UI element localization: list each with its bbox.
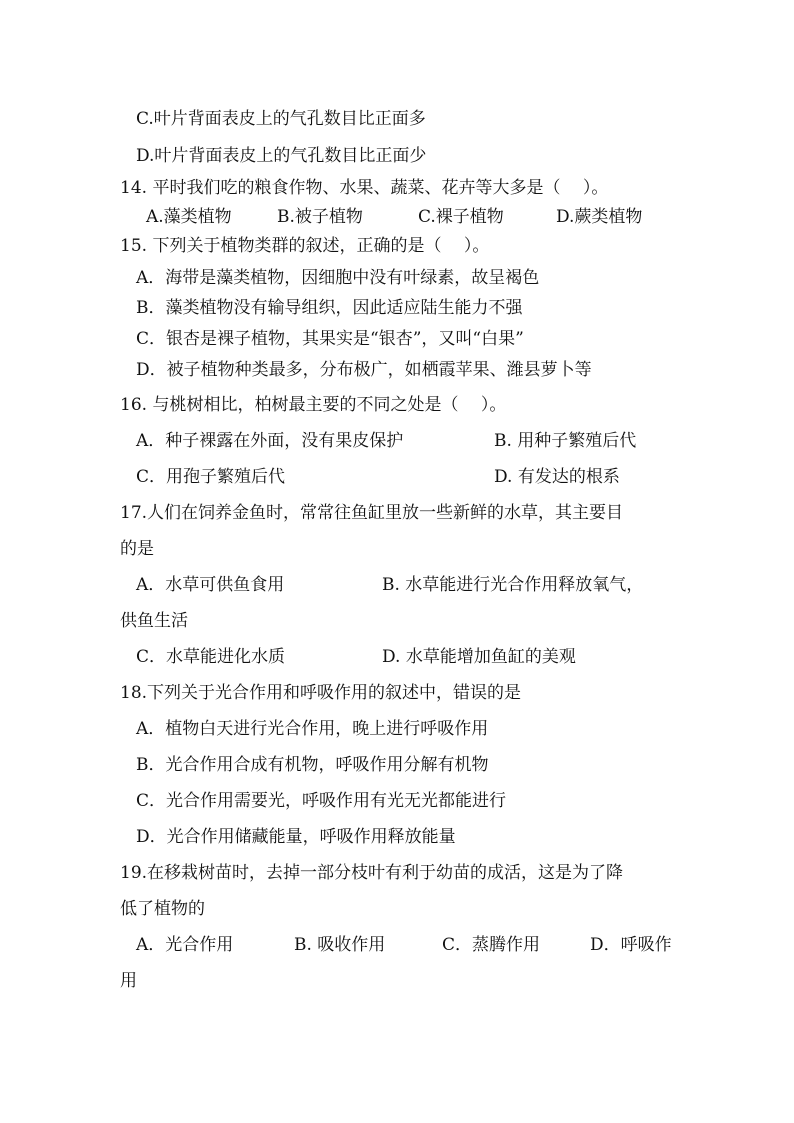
q15-option-a: A．海带是藻类植物，因细胞中没有叶绿素，故呈褐色 <box>136 268 540 288</box>
q14-option-d: D.蕨类植物 <box>556 207 643 227</box>
q16-option-b: B. 用种子繁殖后代 <box>494 431 637 451</box>
q17-option-b: B. 水草能进行光合作用释放氧气， <box>382 575 644 595</box>
q14-option-a: A.藻类植物 <box>146 207 232 227</box>
q18-option-c: C．光合作用需要光，呼吸作用有光无光都能进行 <box>136 791 507 811</box>
q19-stem: 19.在移栽树苗时，去掉一部分枝叶有利于幼苗的成活，这是为了降 <box>120 863 624 883</box>
q16-option-d: D. 有发达的根系 <box>494 467 620 487</box>
q18-option-b: B．光合作用合成有机物，呼吸作用分解有机物 <box>136 755 489 775</box>
q18-option-d: D．光合作用储藏能量，呼吸作用释放能量 <box>136 827 456 847</box>
q17-option-a: A．水草可供鱼食用 <box>136 575 285 595</box>
q16-stem: 16. 与桃树相比，柏树最主要的不同之处是（ ）。 <box>120 395 507 415</box>
q15-option-c: C．银杏是裸子植物，其果实是“银杏”，又叫“白果” <box>136 329 524 349</box>
q13-option-c: C.叶片背面表皮上的气孔数目比正面多 <box>136 109 426 129</box>
q14-stem: 14. 平时我们吃的粮食作物、水果、蔬菜、花卉等大多是（ ）。 <box>120 178 609 198</box>
q19-option-c: C．蒸腾作用 <box>442 935 541 955</box>
q19-option-d: D．呼吸作 <box>590 935 672 955</box>
q14-option-b: B.被子植物 <box>277 207 363 227</box>
q19-stem-cont: 低了植物的 <box>120 899 205 919</box>
q17-option-c: C．水草能进化水质 <box>136 647 286 667</box>
q13-option-d: D.叶片背面表皮上的气孔数目比正面少 <box>136 146 427 166</box>
q14-option-c: C.裸子植物 <box>418 207 504 227</box>
q17-option-d: D. 水草能增加鱼缸的美观 <box>382 647 576 667</box>
q15-option-d: D．被子植物种类最多，分布极广，如栖霞苹果、潍县萝卜等 <box>136 360 592 380</box>
q19-option-d-cont: 用 <box>120 971 137 991</box>
q16-option-c: C．用孢子繁殖后代 <box>136 467 286 487</box>
q19-option-b: B. 吸收作用 <box>294 935 386 955</box>
q17-option-b-cont: 供鱼生活 <box>120 611 188 631</box>
q18-option-a: A．植物白天进行光合作用，晚上进行呼吸作用 <box>136 719 489 739</box>
q18-stem: 18.下列关于光合作用和呼吸作用的叙述中，错误的是 <box>120 683 522 703</box>
q17-stem: 17.人们在饲养金鱼时，常常往鱼缸里放一些新鲜的水草，其主要目 <box>120 503 624 523</box>
q15-option-b: B．藻类植物没有输导组织，因此适应陆生能力不强 <box>136 298 523 318</box>
q17-stem-cont: 的是 <box>120 539 154 559</box>
q15-stem: 15. 下列关于植物类群的叙述，正确的是（ ）。 <box>120 236 490 256</box>
q19-option-a: A．光合作用 <box>136 935 234 955</box>
q16-option-a: A．种子裸露在外面，没有果皮保护 <box>136 431 404 451</box>
